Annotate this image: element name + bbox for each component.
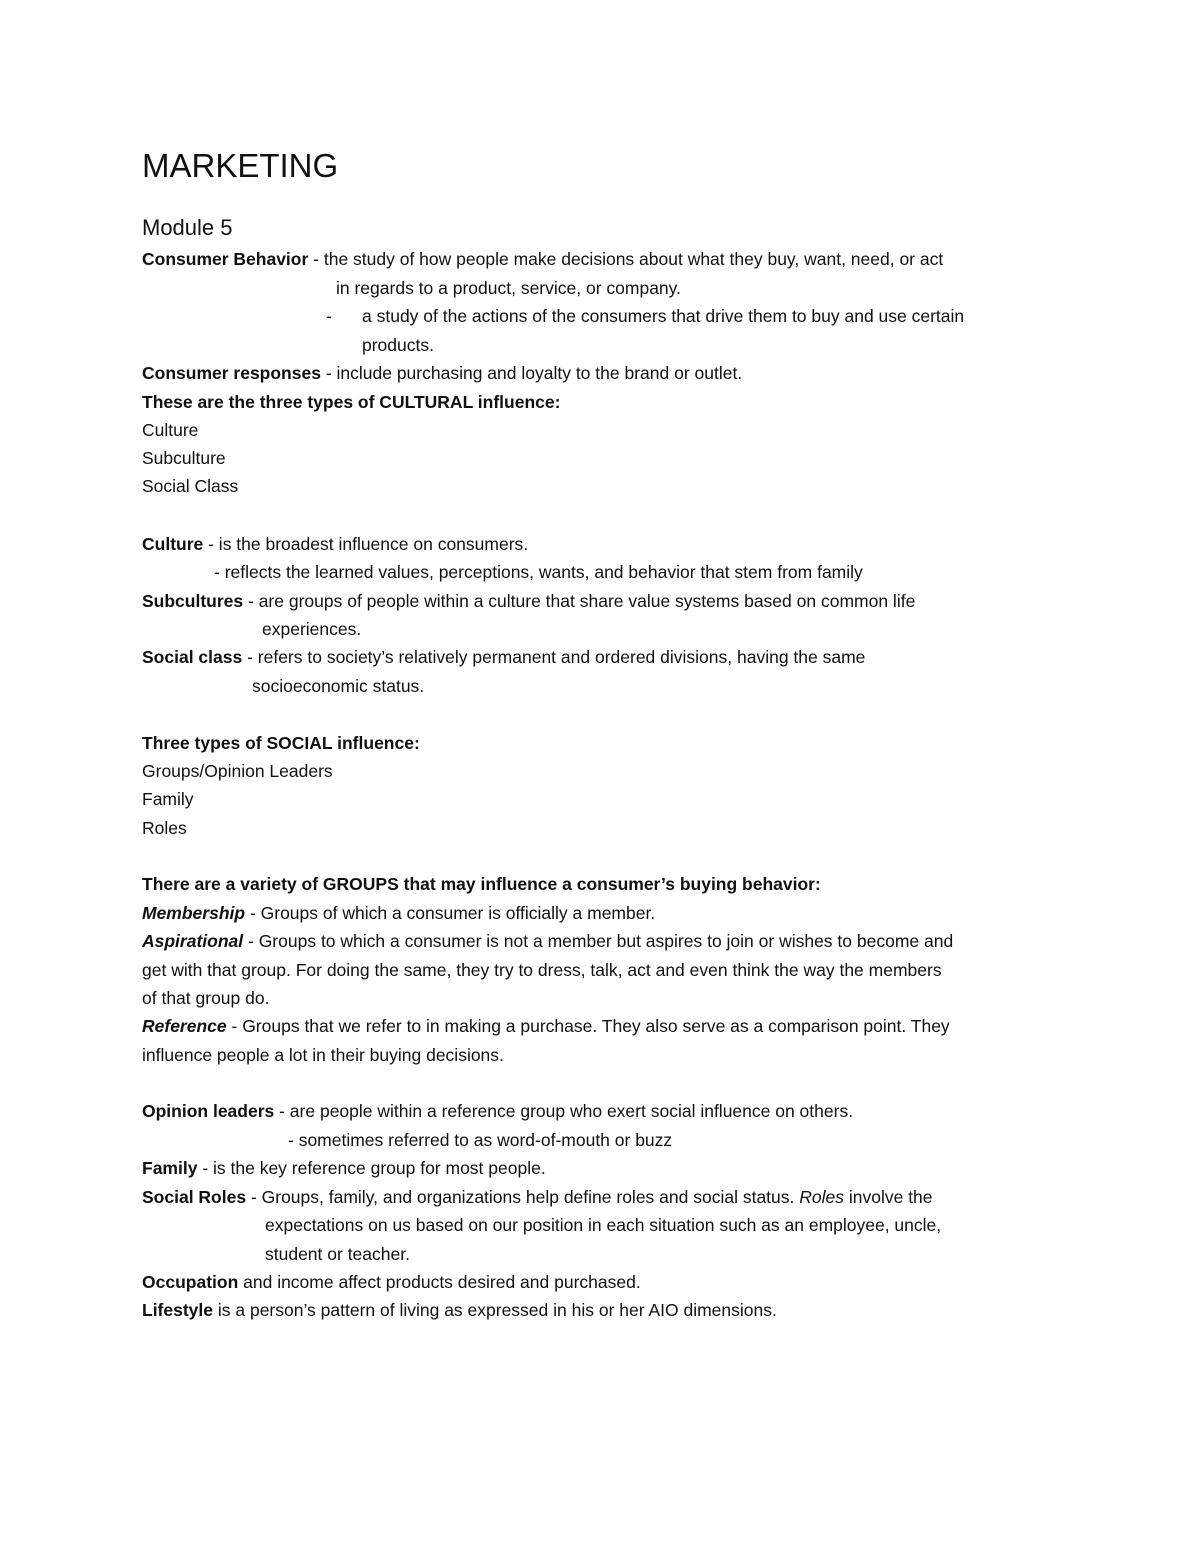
cultural-item: Subculture [142, 448, 226, 468]
term-subcultures: Subcultures [142, 591, 244, 611]
module-heading: Module 5 [142, 215, 233, 240]
term-family: Family [142, 1158, 198, 1178]
opinion-leaders-definition [142, 1100, 853, 1122]
social-roles-definition [142, 1186, 933, 1208]
term-opinion-leaders: Opinion leaders [142, 1101, 275, 1121]
term-reference: Reference [142, 1016, 227, 1036]
reference-def-line1: - Groups that we refer to in making a purchase. They also serve as a comparison point. They [226, 1016, 950, 1036]
social-heading: Three types of SOCIAL influence: [142, 733, 420, 753]
aspirational-def-line1: - Groups to which a consumer is not a member but aspires to join or wishes to become and [243, 931, 954, 951]
social-item: Groups/Opinion Leaders [142, 761, 333, 781]
aspirational-def-line3: of that group do. [142, 988, 270, 1008]
page-title: MARKETING [142, 147, 339, 184]
cultural-item: Culture [142, 420, 199, 440]
consumer-behavior-def2-line1: a study of the actions of the consumers that drive them to buy and use certain [362, 306, 965, 326]
family-def: - is the key reference group for most people. [197, 1158, 546, 1178]
bullet-dash: - [326, 306, 332, 326]
lifestyle-def: is a person’s pattern of living as expressed in his or her AIO dimensions. [213, 1300, 777, 1320]
consumer-behavior-def2-line2: products. [362, 335, 434, 355]
consumer-behavior-def-line2: in regards to a product, service, or company. [336, 278, 681, 298]
lifestyle-definition [142, 1299, 777, 1321]
consumer-behavior-definition [142, 248, 943, 270]
subcultures-definition [142, 590, 915, 612]
social-roles-def-line3: student or teacher. [265, 1244, 410, 1264]
membership-definition [142, 902, 655, 924]
social-item: Roles [142, 818, 187, 838]
occupation-definition [142, 1271, 641, 1293]
social-roles-def-line1b: involve the [844, 1187, 933, 1207]
term-social-class: Social class [142, 647, 243, 667]
culture-def: - is the broadest influence on consumers. [203, 534, 529, 554]
social-item: Family [142, 789, 194, 809]
social-class-definition [142, 646, 865, 668]
term-culture: Culture [142, 534, 204, 554]
term-consumer-responses: Consumer responses [142, 363, 321, 383]
subcultures-def-line2: experiences. [262, 619, 362, 639]
aspirational-def-line2: get with that group. For doing the same, they try to dress, talk, act and even think the way the members [142, 960, 942, 980]
social-roles-def-line1a: - Groups, family, and organizations help define roles and social status. [246, 1187, 800, 1207]
reference-def-line2: influence people a lot in their buying decisions. [142, 1045, 504, 1065]
opinion-leaders-def: - are people within a reference group who exert social influence on others. [274, 1101, 854, 1121]
subcultures-def-line1: - are groups of people within a culture that share value systems based on common life [243, 591, 916, 611]
membership-def: - Groups of which a consumer is officially a member. [245, 903, 656, 923]
social-class-def-line2: socioeconomic status. [252, 676, 425, 696]
consumer-responses-definition [142, 362, 742, 384]
term-aspirational: Aspirational [142, 931, 244, 951]
term-lifestyle: Lifestyle [142, 1300, 213, 1320]
reference-definition [142, 1015, 950, 1037]
consumer-responses-def: - include purchasing and loyalty to the brand or outlet. [320, 363, 743, 383]
term-occupation: Occupation [142, 1272, 239, 1292]
culture-definition [142, 533, 528, 555]
cultural-item: Social Class [142, 476, 239, 496]
groups-heading: There are a variety of GROUPS that may influence a consumer’s buying behavior: [142, 874, 821, 894]
family-definition [142, 1157, 546, 1179]
cultural-heading: These are the three types of CULTURAL influence: [142, 392, 561, 412]
consumer-behavior-def-line1: - the study of how people make decisions about what they buy, want, need, or act [308, 249, 944, 269]
social-class-def-line1: - refers to society’s relatively permanent and ordered divisions, having the same [242, 647, 866, 667]
term-social-roles: Social Roles [142, 1187, 247, 1207]
social-roles-def-line2: expectations on us based on our position in each situation such as an employee, uncle, [265, 1215, 942, 1235]
occupation-def: and income affect products desired and purchased. [238, 1272, 641, 1292]
opinion-leaders-def2: - sometimes referred to as word-of-mouth or buzz [288, 1130, 673, 1150]
roles-emphasis: Roles [799, 1187, 844, 1207]
term-consumer-behavior: Consumer Behavior [142, 249, 309, 269]
term-membership: Membership [142, 903, 246, 923]
aspirational-definition [142, 930, 953, 952]
culture-def2: - reflects the learned values, perceptions, wants, and behavior that stem from family [214, 562, 863, 582]
